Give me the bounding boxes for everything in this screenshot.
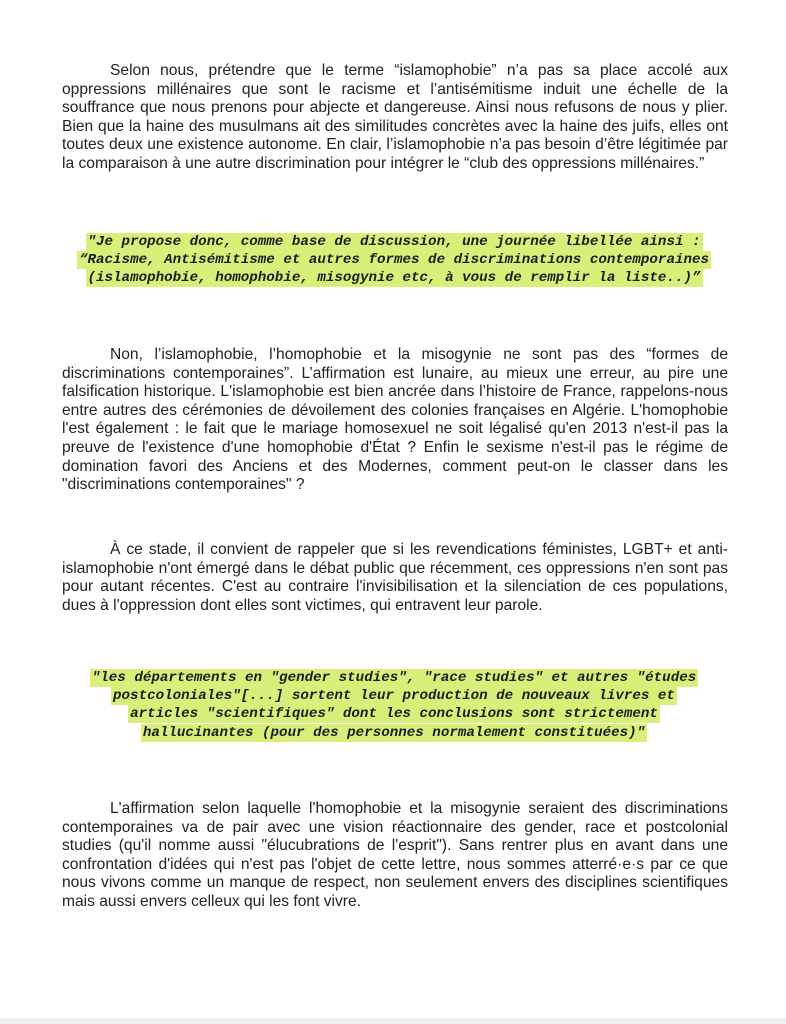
highlighted-quote-journee xyxy=(74,233,714,288)
paragraph-islamophobie-oppressions: Selon nous, prétendre que le terme “islamophobie” n’a pas sa place accolé aux oppressions millénaires que sont le racisme et l’antisémitisme induit une échelle de la souffrance que nous prenons pour abjecte et dangereuse. Ainsi nous refusons de nous y plier. Bien que la haine des musulmans ait des similitudes concrètes avec la haine des juifs, elles ont toutes deux une existence autonome. En clair, l’islamophobie n’a pas besoin d’être légitimée par la comparaison à une autre discrimination pour intégrer le “club des oppressions millénaires.” xyxy=(62,62,728,172)
paragraph-revendications: À ce stade, il convient de rappeler que si les revendications féministes, LGBT+ et anti-islamophobie n'ont émergé dans le débat public que récemment, ces oppressions n'en sont pas pour autant récentes. C'est au contraire l'invisibilisation et la silenciation de ces populations, dues à l'oppression dont elles sont victimes, qui entravent leur parole. xyxy=(62,541,728,614)
paragraph-discriminations-contemporaines: Non, l’islamophobie, l’homophobie et la misogynie ne sont pas des “formes de discriminations contemporaines”. L’affirmation est lunaire, au mieux une erreur, au pire une falsification historique. L'islamophobie est bien ancrée dans l’histoire de France, rappelons-nous entre autres des cérémonies de dévoilement des colonies françaises en Algérie. L'homophobie l'est également : le fait que le mariage homosexuel ne soit légalisé qu'en 2013 n'est-il pas la preuve de l'existence d'une homophobie d'État ? Enfin le sexisme n'est-il pas le régime de domination favori des Anciens et des Modernes, comment peut-on le classer dans les "discriminations contemporaines" ? xyxy=(62,346,728,494)
page-bottom-edge xyxy=(0,1018,786,1024)
highlighted-quote-gender-studies xyxy=(74,669,714,742)
quote-highlight-text: "les départements en "gender studies", "race studies" et autres "études postcoloniales"[...] sortent leur production de nouveaux livres et articles "scientifiques" dont les conclusions sont strictement hallucinantes (pour des personnes normalement constituées)" xyxy=(91,670,697,741)
paragraph-affirmation: L'affirmation selon laquelle l'homophobie et la misogynie seraient des discriminations contemporaines va de pair avec une vision réactionnaire des gender, race et postcolonial studies (qu'il nomme aussi "élucubrations de l'esprit"). Sans rentrer plus en avant dans une confrontation d'idées qui n'est pas l'objet de cette lettre, nous sommes atterré·e·s par ce que nous vivons comme un manque de respect, non seulement envers des disciplines scientifiques mais aussi envers celleux qui les font vivre. xyxy=(62,800,728,910)
quote-highlight-text: "Je propose donc, comme base de discussion, une journée libellée ainsi : “Racisme, Antisémitisme et autres formes de discriminations contemporaines (islamophobie, homophobie, misogynie etc, à vous de remplir la liste..)” xyxy=(78,234,710,287)
